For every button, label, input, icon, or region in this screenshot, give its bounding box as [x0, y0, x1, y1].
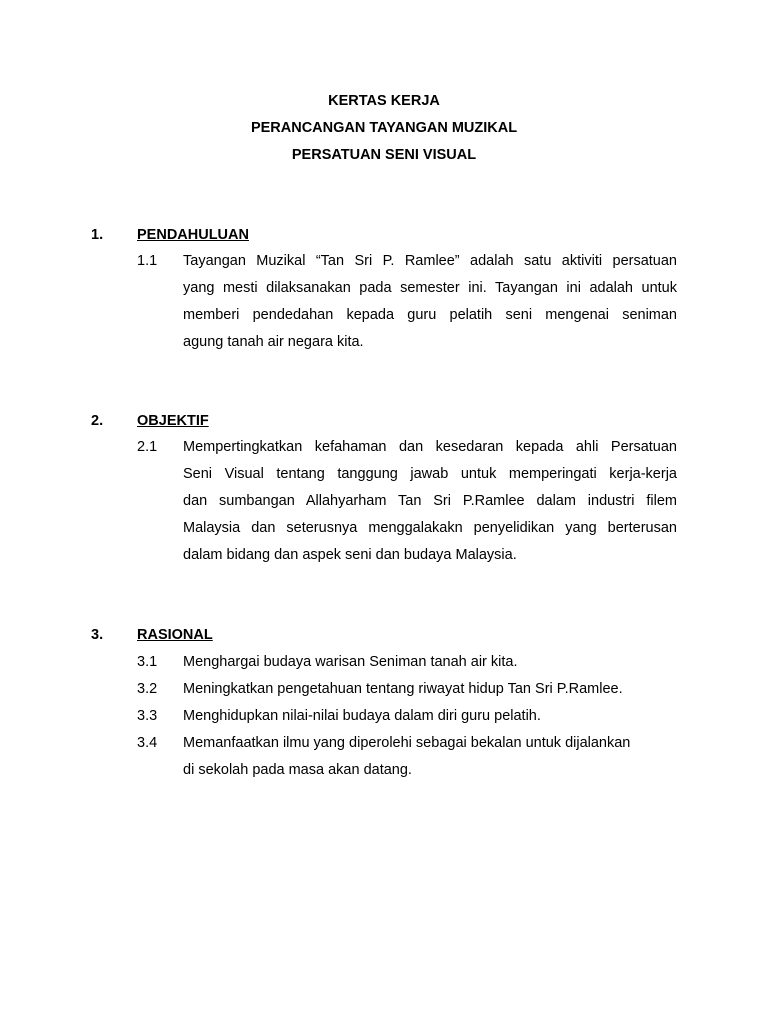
document-title-line-3: PERSATUAN SENI VISUAL [291, 147, 477, 163]
list-item-text: Menghidupkan nilai-nilai budaya dalam diri guru pelatih. [183, 708, 541, 724]
section-number: 3. [91, 627, 104, 643]
item-number: 2.1 [137, 439, 158, 455]
paragraph-line: Tayangan Muzikal “Tan Sri P. Ramlee” adalah satu aktiviti persatuan [183, 253, 677, 269]
document-title-line-1: KERTAS KERJA [328, 93, 440, 109]
document-title-line-2: PERANCANGAN TAYANGAN MUZIKAL [250, 120, 518, 136]
item-number: 3.2 [137, 681, 158, 697]
section-number: 1. [91, 227, 104, 243]
paragraph-line: Seni Visual tentang tanggung jawab untuk memperingati kerja-kerja [183, 466, 677, 482]
list-item-text: Meningkatkan pengetahuan tentang riwayat hidup Tan Sri P.Ramlee. [183, 681, 623, 697]
paragraph-line: Mempertingkatkan kefahaman dan kesedaran kepada ahli Persatuan [183, 439, 677, 455]
item-number: 3.4 [137, 735, 158, 751]
item-number: 3.3 [137, 708, 158, 724]
paragraph-line: dan sumbangan Allahyarham Tan Sri P.Ramlee dalam industri filem [183, 493, 677, 509]
item-number: 3.1 [137, 654, 158, 670]
paragraph-line: dalam bidang dan aspek seni dan budaya Malaysia. [183, 547, 517, 563]
section-number: 2. [91, 413, 104, 429]
list-item-text: Menghargai budaya warisan Seniman tanah air kita. [183, 654, 518, 670]
list-item-text: di sekolah pada masa akan datang. [183, 762, 412, 778]
item-number: 1.1 [137, 253, 158, 269]
paragraph-line: yang mesti dilaksanakan pada semester ini. Tayangan ini adalah untuk [183, 280, 677, 296]
paragraph-line: Malaysia dan seterusnya menggalakakn penyelidikan yang berterusan [183, 520, 677, 536]
section-heading-objektif: OBJEKTIF [137, 413, 209, 429]
list-item-text: Memanfaatkan ilmu yang diperolehi sebagai bekalan untuk dijalankan [183, 735, 631, 751]
section-heading-rasional: RASIONAL [137, 627, 213, 643]
paragraph-line: memberi pendedahan kepada guru pelatih seni mengenai seniman [183, 307, 677, 323]
section-heading-pendahuluan: PENDAHULUAN [137, 227, 249, 243]
paragraph-line: agung tanah air negara kita. [183, 334, 364, 350]
